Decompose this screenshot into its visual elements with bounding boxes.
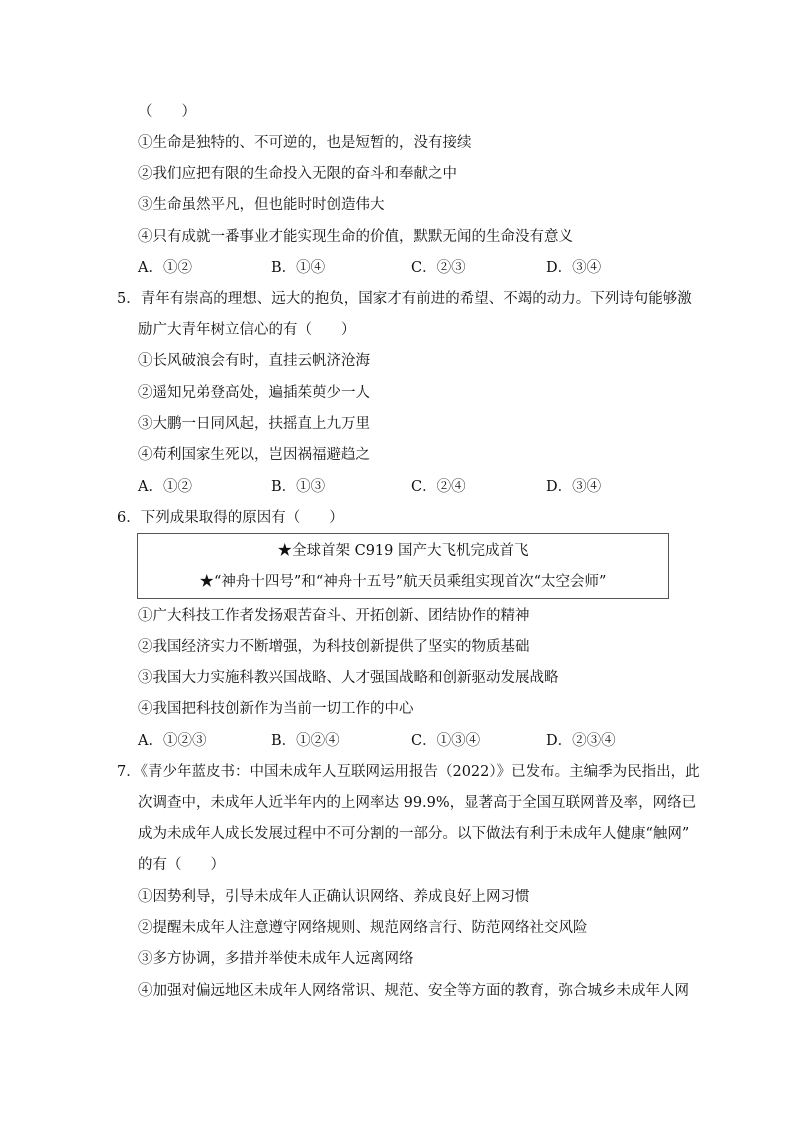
q4-paren: （ ） xyxy=(138,104,196,120)
q6-option-c[interactable]: C．①③④ xyxy=(411,733,481,749)
q5-option-a[interactable]: A．①② xyxy=(138,479,192,495)
q5-option-b[interactable]: B．①③ xyxy=(271,479,326,495)
q6-item-3: ③我国大力实施科教兴国战略、人才强国战略和创新驱动发展战略 xyxy=(138,670,559,686)
q6-option-a[interactable]: A．①②③ xyxy=(138,733,207,749)
q4-option-a[interactable]: A．①② xyxy=(138,260,192,276)
q4-option-c[interactable]: C．②③ xyxy=(411,260,466,276)
q7-item-2: ②提醒未成年人注意遵守网络规则、规范网络言行、防范网络社交风险 xyxy=(138,920,588,936)
q4-item-4: ④只有成就一番事业才能实现生命的价值，默默无闻的生命没有意义 xyxy=(138,229,573,245)
q5-stem-line2: 励广大青年树立信心的有（ ） xyxy=(138,322,356,338)
q4-item-3: ③生命虽然平凡，但也能时时创造伟大 xyxy=(138,197,385,213)
q6-item-1: ①广大科技工作者发扬艰苦奋斗、开拓创新、团结协作的精神 xyxy=(138,608,530,624)
q6-box-line-1: ★全球首架 C919 国产大飞机完成首飞 xyxy=(277,543,529,559)
q6-stem: 6．下列成果取得的原因有（ ） xyxy=(117,510,344,526)
q7-stem-line4: 的有（ ） xyxy=(138,857,225,873)
q6-option-d[interactable]: D．②③④ xyxy=(546,733,616,749)
q7-stem-line3: 成为未成年人成长发展过程中不可分割的一部分。以下做法有利于未成年人健康“触网” xyxy=(138,826,690,842)
q6-material-box xyxy=(137,533,669,599)
q5-item-2: ②遥知兄弟登高处，遍插茱萸少一人 xyxy=(138,385,370,401)
q7-item-3: ③多方协调，多措并举使未成年人远离网络 xyxy=(138,951,414,967)
q6-item-2: ②我国经济实力不断增强，为科技创新提供了坚实的物质基础 xyxy=(138,639,530,655)
q4-item-2: ②我们应把有限的生命投入无限的奋斗和奉献之中 xyxy=(138,166,457,182)
q5-option-d[interactable]: D．③④ xyxy=(546,479,602,495)
q7-item-4: ④加强对偏远地区未成年人网络常识、规范、安全等方面的教育，弥合城乡未成年人网 xyxy=(138,983,689,999)
q7-item-1: ①因势利导，引导未成年人正确认识网络、养成良好上网习惯 xyxy=(138,889,530,905)
q6-option-b[interactable]: B．①②④ xyxy=(271,733,340,749)
q5-item-4: ④苟利国家生死以，岂因祸福避趋之 xyxy=(138,447,370,463)
q4-option-b[interactable]: B．①④ xyxy=(271,260,326,276)
q5-stem-line1: 5．青年有崇高的理想、远大的抱负，国家才有前进的希望、不竭的动力。下列诗句能够激 xyxy=(117,291,692,307)
q4-option-d[interactable]: D．③④ xyxy=(546,260,602,276)
q5-item-1: ①长风破浪会有时，直挂云帆济沧海 xyxy=(138,353,370,369)
q7-stem-line1: 7．《青少年蓝皮书：中国未成年人互联网运用报告（2022）》已发布。主编季为民指出，此 xyxy=(117,764,700,780)
q4-item-1: ①生命是独特的、不可逆的，也是短暂的，没有接续 xyxy=(138,135,472,151)
q7-stem-line2: 次调查中，未成年人近半年内的上网率达 99.9%，显著高于全国互联网普及率，网络已 xyxy=(138,795,697,811)
q6-box-line-2: ★“神舟十四号”和“神舟十五号”航天员乘组实现首次“太空会师” xyxy=(199,574,607,590)
q5-option-c[interactable]: C．②④ xyxy=(411,479,466,495)
q5-item-3: ③大鹏一日同风起，扶摇直上九万里 xyxy=(138,416,370,432)
q6-item-4: ④我国把科技创新作为当前一切工作的中心 xyxy=(138,701,414,717)
